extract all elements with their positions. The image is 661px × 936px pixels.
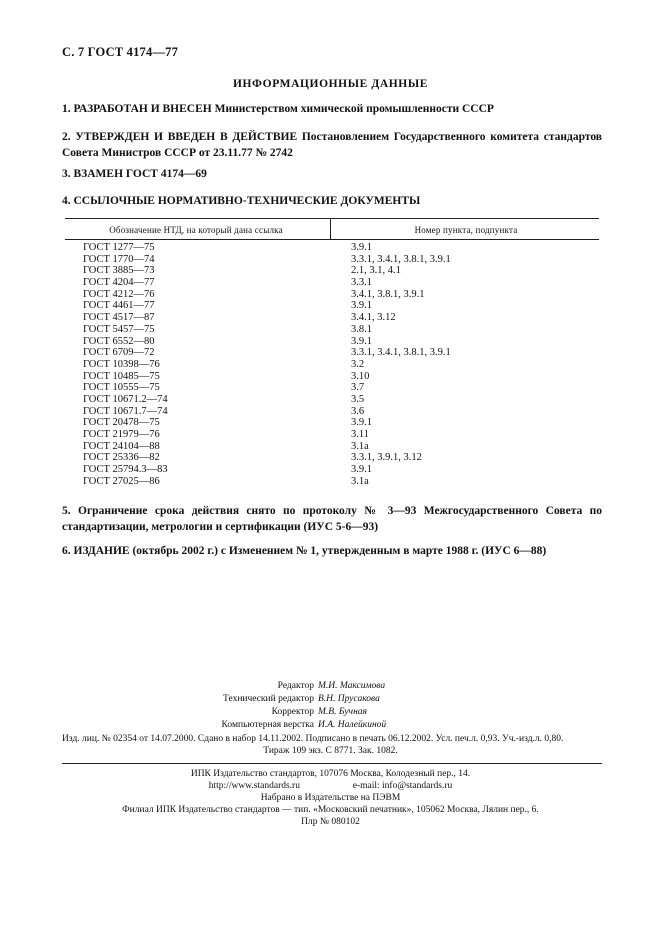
- gost-designation: ГОСТ 10671.7—74: [83, 405, 168, 417]
- table-row: [65, 324, 599, 336]
- divider: [62, 763, 602, 764]
- table-body: [65, 242, 599, 487]
- info-item-5: [62, 503, 602, 535]
- table-row: [65, 254, 599, 266]
- publisher-contacts: [0, 780, 661, 792]
- table-row: [65, 277, 599, 289]
- credit-name: М.В. Бучная: [318, 707, 367, 717]
- website-link[interactable]: http://www.standards.ru: [208, 781, 300, 791]
- gost-designation: ГОСТ 24104—88: [83, 440, 160, 452]
- publisher-typeset: Набрано в Издательстве на ПЭВМ: [260, 793, 401, 803]
- clause-numbers: 3.5: [351, 393, 365, 405]
- item-text: Постановлением Государственного комитета стандартов Совета Министров СССР от 23.11.77 № 2742: [62, 131, 602, 159]
- table-row: [65, 417, 599, 429]
- clause-numbers: 2.1, 3.1, 4.1: [351, 265, 401, 277]
- gost-designation: ГОСТ 21979—76: [83, 429, 160, 440]
- clause-numbers: 3.3.1, 3.4.1, 3.8.1, 3.9.1: [351, 347, 451, 359]
- table-top-rule: [65, 218, 599, 219]
- credit-name: В.Н. Прусакова: [318, 694, 380, 704]
- gost-designation: ГОСТ 27025—86: [83, 475, 160, 487]
- item-text: Ограничение срока действия снято по протоколу № 3—93 Межгосударственного Совета по стандартизации, метрологии и сертификации (ИУС 5-6—93): [62, 505, 603, 533]
- item-number: 5.: [62, 505, 71, 517]
- gost-designation: ГОСТ 4461—77: [83, 300, 155, 312]
- table-row: [65, 452, 599, 464]
- info-item-6: [62, 543, 602, 559]
- table-row: [65, 371, 599, 383]
- gost-designation: ГОСТ 10555—75: [83, 382, 160, 394]
- clause-numbers: 3.4.1, 3.8.1, 3.9.1: [351, 288, 425, 300]
- gost-designation: ГОСТ 1277—75: [83, 242, 155, 253]
- item-caps: УТВЕРЖДЕН И ВВЕДЕН В ДЕЙСТВИЕ: [75, 131, 298, 143]
- gost-designation: ГОСТ 6552—80: [83, 335, 155, 347]
- gost-designation: ГОСТ 3885—73: [83, 265, 155, 277]
- credit-label: Корректор: [271, 707, 314, 717]
- info-item-1: [62, 101, 602, 117]
- clause-numbers: 3.10: [351, 370, 370, 382]
- publisher-address: ИПК Издательство стандартов, 107076 Москва, Колодезный пер., 14.: [190, 769, 471, 779]
- gost-designation: ГОСТ 25336—82: [83, 452, 160, 464]
- table-row: [65, 476, 599, 488]
- gost-designation: ГОСТ 10485—75: [83, 370, 160, 382]
- info-item-3: [62, 166, 602, 182]
- email-link[interactable]: e-mail: info@standards.ru: [352, 781, 453, 791]
- table-row: [65, 441, 599, 453]
- table-row: [65, 300, 599, 312]
- publisher-branch: Филиал ИПК Издательство стандартов — тип. «Московский печатник», 105062 Москва, Лялин пер., 6.: [122, 805, 539, 815]
- item-caps: ССЫЛОЧНЫЕ НОРМАТИВНО-ТЕХНИЧЕСКИЕ ДОКУМЕНТЫ: [73, 195, 421, 207]
- credit-label: Технический редактор: [223, 694, 314, 704]
- table-row: [65, 242, 599, 254]
- section-title: ИНФОРМАЦИОННЫЕ ДАННЫЕ: [232, 78, 429, 90]
- clause-numbers: 3.6: [351, 405, 365, 417]
- clause-numbers: 3.1а: [351, 440, 369, 452]
- item-number: 2.: [62, 131, 71, 143]
- table-row: [65, 336, 599, 348]
- item-caps: РАЗРАБОТАН И ВНЕСЕН: [73, 103, 212, 115]
- gost-designation: ГОСТ 20478—75: [83, 417, 160, 429]
- gost-designation: ГОСТ 4212—76: [83, 288, 155, 300]
- clause-numbers: 3.3.1, 3.9.1, 3.12: [351, 452, 422, 464]
- gost-designation: ГОСТ 4517—87: [83, 312, 155, 324]
- publisher-license: Плр № 080102: [301, 817, 360, 827]
- table-row: [65, 382, 599, 394]
- clause-numbers: 3.9.1: [351, 335, 372, 347]
- clause-numbers: 3.9.1: [351, 417, 372, 429]
- item-text: (октябрь 2002 г.) с Изменением № 1, утвержденным в марте 1988 г. (ИУС 6—88): [132, 545, 547, 557]
- col-header-designation: Обозначение НТД, на который дана ссылка: [109, 225, 283, 235]
- gost-designation: ГОСТ 5457—75: [83, 323, 155, 335]
- gost-designation: ГОСТ 4204—77: [83, 277, 155, 289]
- table-row: [65, 406, 599, 418]
- table-row: [65, 394, 599, 406]
- item-number: 6.: [62, 545, 71, 557]
- item-number: 4.: [62, 195, 71, 207]
- page-header: С. 7 ГОСТ 4174—77: [62, 45, 179, 59]
- clause-numbers: 3.1а: [351, 475, 369, 487]
- col-header-points: Номер пункта, подпункта: [414, 225, 518, 235]
- gost-designation: ГОСТ 10398—76: [83, 358, 160, 370]
- clause-numbers: 3.8.1: [351, 323, 372, 335]
- credit-label: Компьютерная верстка: [221, 720, 314, 730]
- table-row: [65, 464, 599, 476]
- clause-numbers: 3.7: [351, 382, 365, 394]
- gost-designation: ГОСТ 1770—74: [83, 253, 155, 265]
- gost-designation: ГОСТ 6709—72: [83, 347, 155, 359]
- item-caps: ВЗАМЕН ГОСТ 4174—69: [73, 168, 207, 180]
- credit-name: И.А. Налейкиной: [318, 720, 387, 730]
- clause-numbers: 3.9.1: [351, 464, 372, 476]
- table-header-rule: [65, 239, 599, 240]
- item-caps: ИЗДАНИЕ: [73, 545, 130, 557]
- imprint-line-2: Тираж 109 экз. С 8771. Зак. 1082.: [263, 746, 398, 756]
- item-text: Министерством химической промышленности СССР: [214, 103, 494, 115]
- clause-numbers: 3.3.1, 3.4.1, 3.8.1, 3.9.1: [351, 253, 451, 265]
- table-row: [65, 359, 599, 371]
- table-row: [65, 312, 599, 324]
- clause-numbers: 3.9.1: [351, 242, 372, 253]
- info-item-2: [62, 129, 602, 161]
- gost-designation: ГОСТ 10671.2—74: [83, 393, 168, 405]
- table-row: [65, 289, 599, 301]
- clause-numbers: 3.9.1: [351, 300, 372, 312]
- info-item-4: [62, 193, 602, 209]
- gost-designation: ГОСТ 25794.3—83: [83, 464, 168, 476]
- table-row: [65, 347, 599, 359]
- clause-numbers: 3.11: [351, 429, 369, 440]
- credit-name: М.И. Максимова: [318, 681, 386, 691]
- table-row: [65, 265, 599, 277]
- item-number: 3.: [62, 168, 71, 180]
- table-row: [65, 429, 599, 441]
- credit-label: Редактор: [277, 681, 314, 691]
- imprint-line-1: Изд. лиц. № 02354 от 14.07.2000. Сдано в набор 14.11.2002. Подписано в печать 06.12.2002. Усл. печ.л. 0,93. Уч.-изд.л. 0,80.: [62, 734, 564, 744]
- clause-numbers: 3.2: [351, 358, 365, 370]
- item-number: 1.: [62, 103, 71, 115]
- clause-numbers: 3.3.1: [351, 277, 372, 289]
- header-separator: [330, 218, 331, 240]
- clause-numbers: 3.4.1, 3.12: [351, 312, 396, 324]
